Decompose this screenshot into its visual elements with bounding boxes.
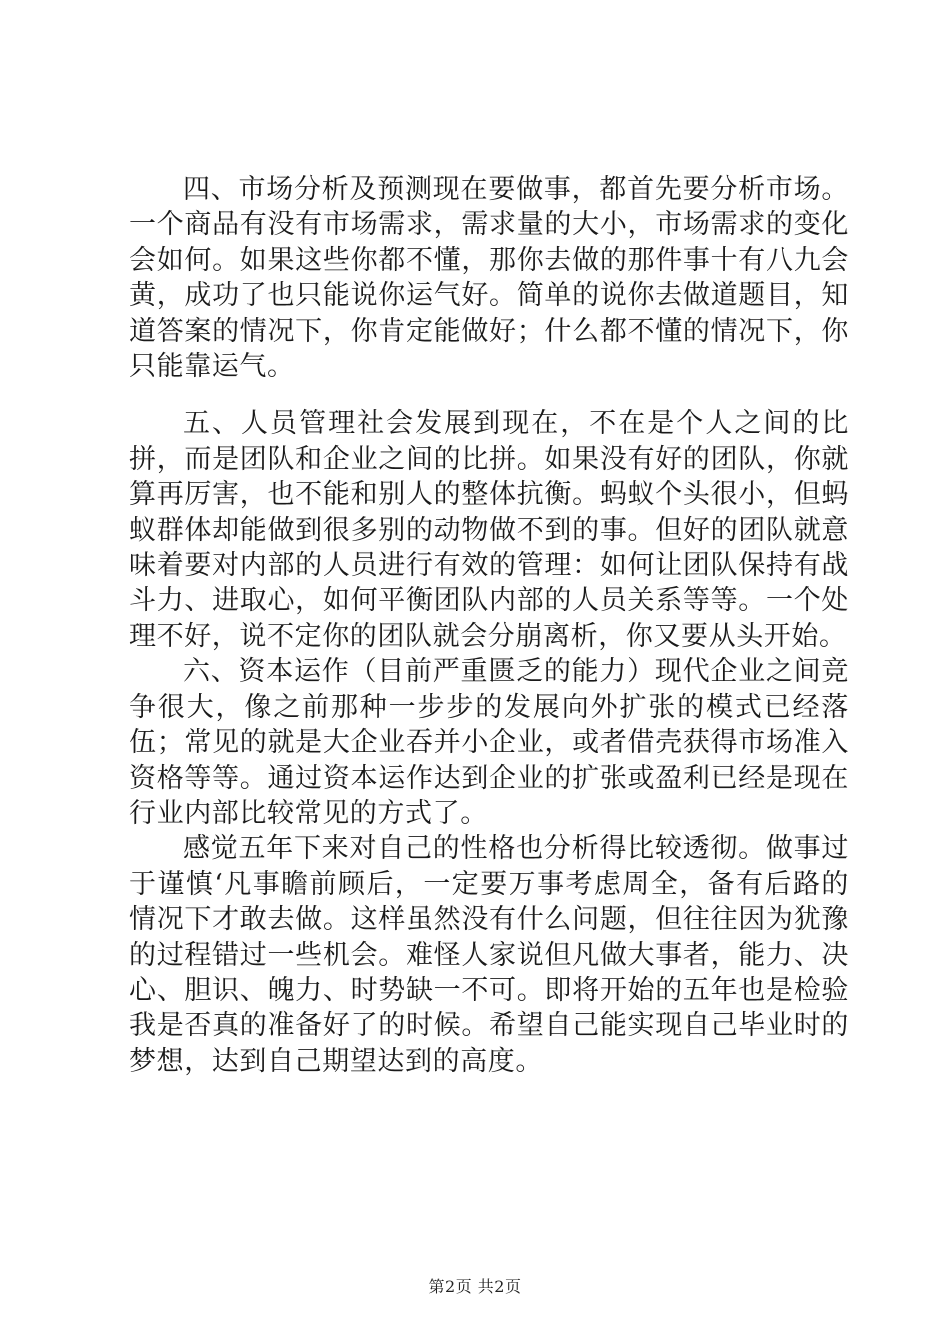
page-number-footer: 第2页 共2页 <box>428 1277 522 1296</box>
paragraph-market-analysis: 四、市场分析及预测现在要做事，都首先要分析市场。一个商品有没有市场需求，需求量的大小，市场需求的变化会如何。如果这些你都不懂，那你去做的那件事十有八九会黄，成功了也只能说你运气好。简单的说你去做道题目，知道答案的情况下，你肯定能做好；什么都不懂的情况下，你只能靠运气。 <box>129 174 849 383</box>
paragraph-personnel-management: 五、人员管理社会发展到现在，不在是个人之间的比拼，而是团队和企业之间的比拼。如果没有好的团队，你就算再厉害，也不能和别人的整体抗衡。蚂蚁个头很小，但蚂蚁群体却能做到很多别的动物做不到的事。但好的团队就意味着要对内部的人员进行有效的管理：如何让团队保持有战斗力、进取心，如何平衡团队内部的人员关系等等。一个处理不好，说不定你的团队就会分崩离析，你又要从头开始。 <box>129 408 849 652</box>
document-body <box>129 172 849 1079</box>
paragraph-capital-operation: 六、资本运作（目前严重匮乏的能力）现代企业之间竞争很大，像之前那种一步步的发展向外扩张的模式已经落伍；常见的就是大企业吞并小企业，或者借壳获得市场准入资格等等。通过资本运作达到企业的扩张或盈利已经是现在行业内部比较常见的方式了。 <box>129 656 849 829</box>
paragraph-self-reflection: 感觉五年下来对自己的性格也分析得比较透彻。做事过于谨慎‘凡事瞻前顾后，一定要万事考虑周全，备有后路的情况下才敢去做。这样虽然没有什么问题，但往往因为犹豫的过程错过一些机会。难怪人家说但凡做大事者，能力、决心、胆识、魄力、时势缺一不可。即将开始的五年也是检验我是否真的准备好了的时候。希望自己能实现自己毕业时的梦想，达到自己期望达到的高度。 <box>129 833 849 1077</box>
paragraph-spacer <box>129 384 849 406</box>
